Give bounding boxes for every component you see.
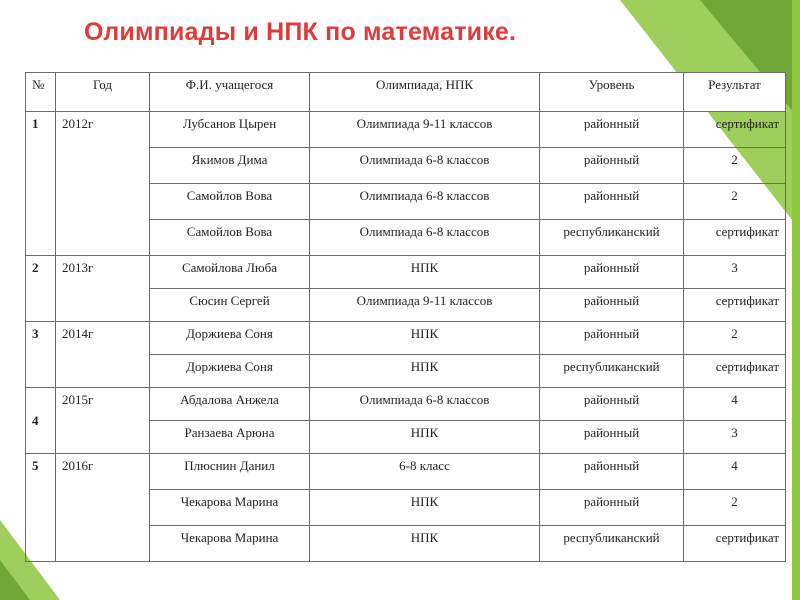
cell-olympiad: НПК	[310, 421, 540, 454]
cell-student-name: Плюснин Данил	[150, 454, 310, 490]
cell-student-name: Доржиева Соня	[150, 322, 310, 355]
cell-olympiad: Олимпиада 6-8 классов	[310, 184, 540, 220]
column-header-level: Уровень	[540, 73, 684, 112]
table-row	[26, 388, 786, 421]
table-row	[26, 256, 786, 289]
cell-olympiad: Олимпиада 6-8 классов	[310, 220, 540, 256]
column-header-number: №	[26, 73, 56, 112]
cell-olympiad: НПК	[310, 322, 540, 355]
cell-number: 3	[26, 322, 56, 388]
cell-year: 2012г	[56, 112, 150, 256]
olympiad-table	[25, 72, 786, 562]
cell-student-name: Якимов Дима	[150, 148, 310, 184]
cell-result: 2	[684, 322, 786, 355]
cell-result: сертификат	[684, 220, 786, 256]
cell-level: районный	[540, 388, 684, 421]
cell-level: районный	[540, 322, 684, 355]
cell-result: 2	[684, 490, 786, 526]
cell-student-name: Самойлова Люба	[150, 256, 310, 289]
cell-year: 2013г	[56, 256, 150, 322]
cell-olympiad: Олимпиада 6-8 классов	[310, 148, 540, 184]
cell-result: 2	[684, 184, 786, 220]
cell-level: районный	[540, 184, 684, 220]
cell-result: сертификат	[684, 526, 786, 562]
cell-number: 5	[26, 454, 56, 562]
cell-student-name: Доржиева Соня	[150, 355, 310, 388]
cell-level: районный	[540, 112, 684, 148]
cell-olympiad: 6-8 класс	[310, 454, 540, 490]
cell-olympiad: Олимпиада 9-11 классов	[310, 112, 540, 148]
cell-olympiad: НПК	[310, 526, 540, 562]
cell-level: республиканский	[540, 355, 684, 388]
cell-number: 2	[26, 256, 56, 322]
cell-level: районный	[540, 256, 684, 289]
cell-result: 3	[684, 256, 786, 289]
page-title: Олимпиады и НПК по математике.	[84, 18, 517, 46]
cell-level: республиканский	[540, 526, 684, 562]
cell-olympiad: Олимпиада 6-8 классов	[310, 388, 540, 421]
cell-student-name: Ранзаева Арюна	[150, 421, 310, 454]
cell-number: 1	[26, 112, 56, 256]
cell-result: сертификат	[684, 355, 786, 388]
cell-number: 4	[26, 388, 56, 454]
cell-olympiad: Олимпиада 9-11 классов	[310, 289, 540, 322]
cell-year: 2015г	[56, 388, 150, 454]
cell-student-name: Чекарова Марина	[150, 490, 310, 526]
cell-result: 3	[684, 421, 786, 454]
cell-level: районный	[540, 289, 684, 322]
cell-olympiad: НПК	[310, 490, 540, 526]
cell-result: 4	[684, 454, 786, 490]
column-header-year: Год	[56, 73, 150, 112]
cell-olympiad: НПК	[310, 355, 540, 388]
cell-result: 4	[684, 388, 786, 421]
column-header-result: Результат	[684, 73, 786, 112]
cell-level: республиканский	[540, 220, 684, 256]
cell-level: районный	[540, 148, 684, 184]
column-header-olympiad: Олимпиада, НПК	[310, 73, 540, 112]
cell-student-name: Лубсанов Цырен	[150, 112, 310, 148]
cell-result: сертификат	[684, 112, 786, 148]
cell-level: районный	[540, 421, 684, 454]
cell-student-name: Сюсин Сергей	[150, 289, 310, 322]
cell-student-name: Абдалова Анжела	[150, 388, 310, 421]
cell-result: 2	[684, 148, 786, 184]
cell-student-name: Самойлов Вова	[150, 184, 310, 220]
right-accent-bar	[792, 0, 800, 600]
table-header-row	[26, 73, 786, 112]
cell-level: районный	[540, 490, 684, 526]
cell-student-name: Чекарова Марина	[150, 526, 310, 562]
cell-result: сертификат	[684, 289, 786, 322]
column-header-student: Ф.И. учащегося	[150, 73, 310, 112]
cell-year: 2016г	[56, 454, 150, 562]
cell-olympiad: НПК	[310, 256, 540, 289]
table-row	[26, 112, 786, 148]
table-row	[26, 454, 786, 490]
cell-student-name: Самойлов Вова	[150, 220, 310, 256]
table-body	[26, 112, 786, 562]
table-row	[26, 322, 786, 355]
cell-year: 2014г	[56, 322, 150, 388]
cell-level: районный	[540, 454, 684, 490]
